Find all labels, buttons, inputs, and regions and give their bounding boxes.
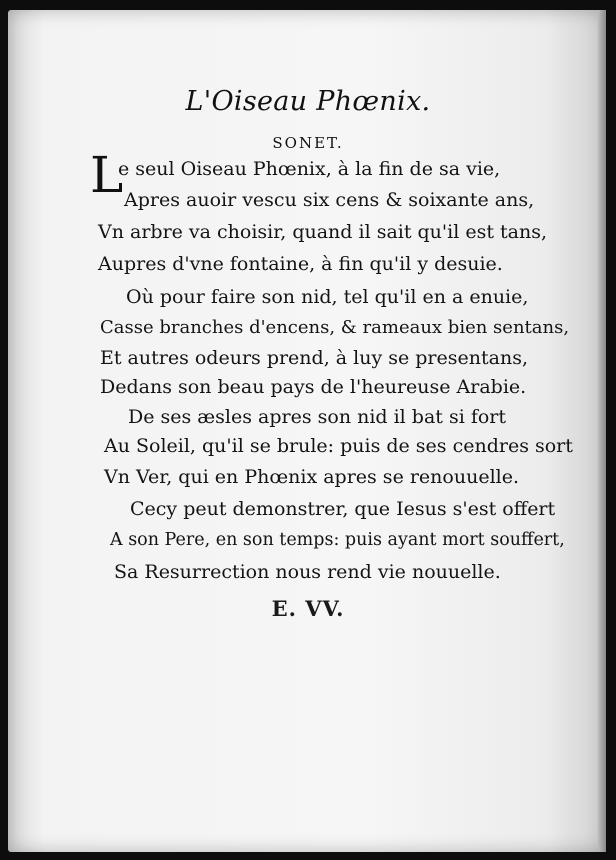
drop-cap: L	[90, 146, 124, 204]
page-title: L'Oiseau Phœnix.	[185, 86, 431, 117]
verse-line: De ses æsles apres son nid il bat si fort	[128, 406, 507, 428]
verse-line: Aupres d'vne fontaine, à fin qu'il y desuie.	[98, 253, 503, 275]
verse-line: Et autres odeurs prend, à luy se presentans,	[100, 347, 528, 369]
verse-line: Sa Resurrection nous rend vie nouuelle.	[114, 561, 501, 583]
verse-line: Vn Ver, qui en Phœnix apres se renouuelle.	[104, 466, 520, 488]
verse-line: Cecy peut demonstrer, que Iesus s'est offert	[130, 498, 556, 520]
verse-line: Au Soleil, qu'il se brule: puis de ses cendres sort	[104, 435, 573, 457]
verse-line: e seul Oiseau Phœnix, à la fin de sa vie,	[118, 158, 501, 180]
verse-line: Vn arbre va choisir, quand il sait qu'il est tans,	[98, 221, 547, 243]
verse-line: Dedans son beau pays de l'heureuse Arabie.	[100, 376, 527, 398]
verse-line: Apres auoir vescu six cens & soixante ans,	[124, 189, 535, 211]
verse-line: Où pour faire son nid, tel qu'il en a enuie,	[126, 286, 529, 308]
verse-line: Casse branches d'encens, & rameaux bien sentans,	[100, 317, 570, 338]
verse-line: A son Pere, en son temps: puis ayant mort souffert,	[110, 530, 565, 550]
catchword: E. VV.	[271, 596, 345, 621]
sonnet-heading: SONET.	[272, 134, 344, 152]
